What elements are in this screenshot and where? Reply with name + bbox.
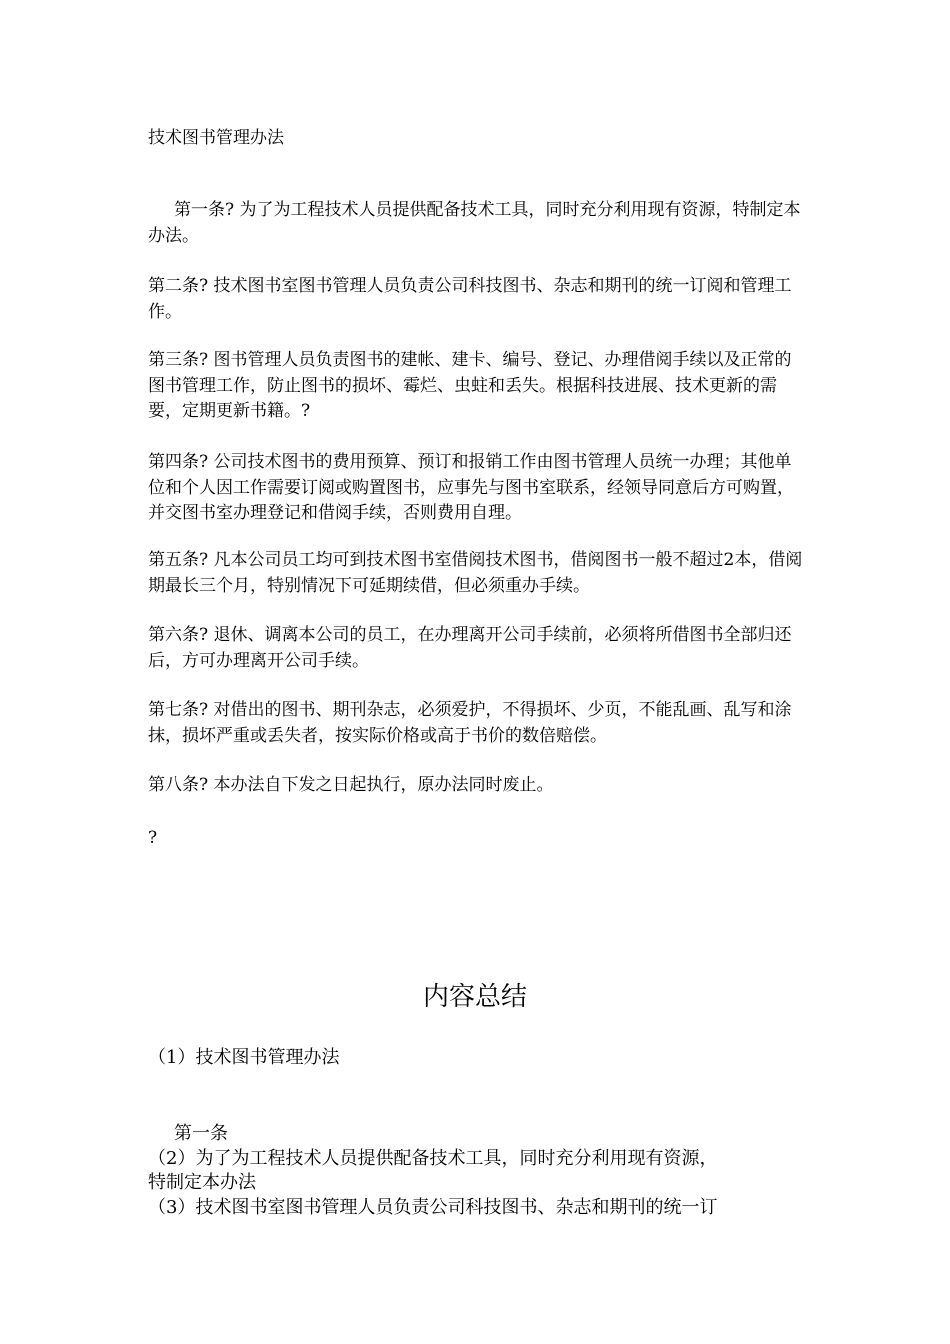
article-3: 第三条? 图书管理人员负责图书的建帐、建卡、编号、登记、办理借阅手续以及正常的图书管理工作，防止图书的损坏、霉烂、虫蛀和丢失。根据科技进展、技术更新的需要，定期更新书籍。?	[148, 350, 792, 421]
summary-line: （2）为了为工程技术人员提供配备技术工具，同时充分利用现有资源，	[148, 1148, 718, 1169]
summary-line: 特制定本办法	[148, 1172, 256, 1193]
article-4: 第四条? 公司技术图书的费用预算、预订和报销工作由图书管理人员统一办理；其他单位和个人因工作需要订阅或购置图书，应事先与图书室联系，经领导同意后方可购置，并交图书室办理登记和借阅手续，否则费用自理。	[148, 452, 794, 523]
article-5: 第五条? 凡本公司员工均可到技术图书室借阅技术图书，借阅图书一般不超过2本，借阅期最长三个月，特别情况下可延期续借，但必须重办手续。	[148, 550, 803, 596]
article-7: 第七条? 对借出的图书、期刊杂志，必须爱护，不得损坏、少页，不能乱画、乱写和涂抹，损坏严重或丢失者，按实际价格或高于书价的数倍赔偿。	[148, 700, 792, 746]
document-title: 技术图书管理办法	[148, 128, 284, 148]
summary-line: 第一条	[174, 1123, 228, 1144]
trailing-mark: ?	[148, 828, 158, 848]
article-6: 第六条? 退休、调离本公司的员工，在办理离开公司手续前，必须将所借图书全部归还后，方可办理离开公司手续。	[148, 625, 792, 671]
article-1: 第一条? 为了为工程技术人员提供配备技术工具，同时充分利用现有资源，特制定本办法。	[148, 200, 801, 246]
article-8: 第八条? 本办法自下发之日起执行，原办法同时废止。	[148, 775, 554, 795]
summary-line: （1）技术图书管理办法	[148, 1047, 340, 1068]
summary-heading: 内容总结	[422, 982, 527, 1012]
article-2: 第二条? 技术图书室图书管理人员负责公司科技图书、杂志和期刊的统一订阅和管理工作。	[148, 276, 792, 322]
summary-line: （3）技术图书室图书管理人员负责公司科技图书、杂志和期刊的统一订	[148, 1197, 718, 1218]
